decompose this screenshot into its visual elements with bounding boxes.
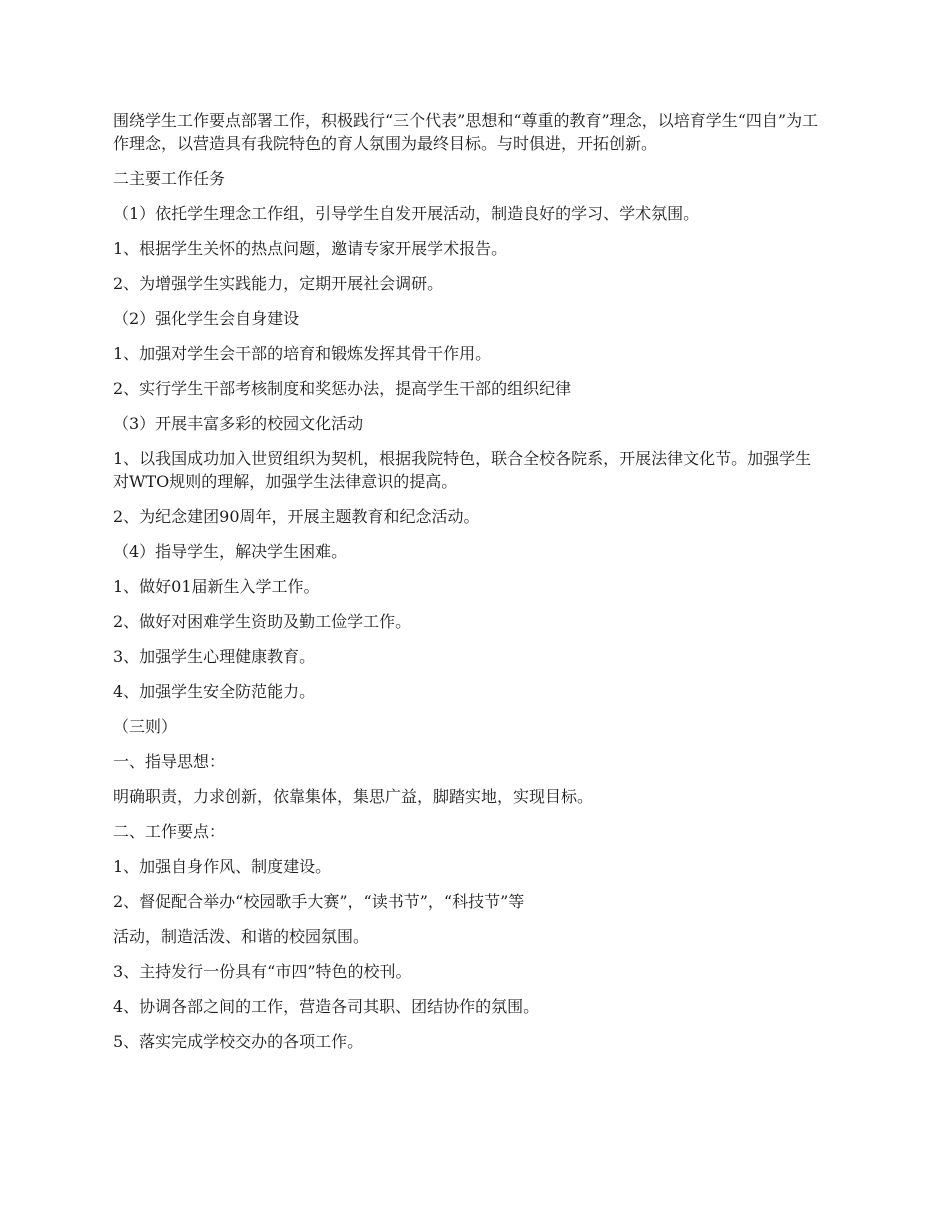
- list-item: 2、为纪念建团90周年，开展主题教育和纪念活动。: [113, 507, 480, 526]
- subheading-task-1: （1）依托学生理念工作组，引导学生自发开展活动，制造良好的学习、学术氛围。: [113, 204, 700, 223]
- list-item: 2、督促配合举办“校园歌手大赛”，“读书节”，“科技节”等: [113, 892, 525, 911]
- heading-work-points: 二、工作要点：: [113, 822, 226, 841]
- list-item: 2、做好对困难学生资助及勤工俭学工作。: [113, 612, 412, 631]
- list-item: 2、实行学生干部考核制度和奖惩办法，提高学生干部的组织纪律: [113, 379, 572, 398]
- list-item: 1、加强自身作风、制度建设。: [113, 857, 332, 876]
- list-item: 1、加强对学生会干部的培育和锻炼发挥其骨干作用。: [113, 344, 492, 363]
- heading-main-tasks: 二主要工作任务: [113, 169, 226, 188]
- heading-guiding-thought: 一、指导思想：: [113, 752, 226, 771]
- list-item: 3、加强学生心理健康教育。: [113, 647, 316, 666]
- list-item: 1、以我国成功加入世贸组织为契机，根据我院特色，联合全校各院系，开展法律文化节。加强学生对WTO规则的理解，加强学生法律意识的提高。: [113, 449, 812, 491]
- subheading-task-2: （2）强化学生会自身建设: [113, 309, 300, 328]
- list-item: 4、加强学生安全防范能力。: [113, 682, 316, 701]
- section-marker-three: （三则）: [113, 717, 178, 736]
- paragraph-intro: 围绕学生工作要点部署工作，积极践行“三个代表”思想和“尊重的教育”理念，以培育学生“四自”为工作理念，以营造具有我院特色的育人氛围为最终目标。与时俱进，开拓创新。: [113, 111, 819, 153]
- list-item: 5、落实完成学校交办的各项工作。: [113, 1032, 364, 1051]
- list-item: 2、为增强学生实践能力，定期开展社会调研。: [113, 274, 444, 293]
- paragraph-guiding-thought: 明确职责，力求创新，依靠集体，集思广益，脚踏实地，实现目标。: [113, 787, 594, 806]
- list-item: 1、根据学生关怀的热点问题，邀请专家开展学术报告。: [113, 239, 508, 258]
- subheading-task-3: （3）开展丰富多彩的校园文化活动: [113, 414, 364, 433]
- subheading-task-4: （4）指导学生，解决学生困难。: [113, 542, 348, 561]
- document-body: [113, 109, 825, 1065]
- list-item: 1、做好01届新生入学工作。: [113, 577, 320, 596]
- list-item-continuation: 活动，制造活泼、和谐的校园氛围。: [113, 927, 370, 946]
- list-item: 4、协调各部之间的工作，营造各司其职、团结协作的氛围。: [113, 997, 540, 1016]
- list-item: 3、主持发行一份具有“市四”特色的校刊。: [113, 962, 412, 981]
